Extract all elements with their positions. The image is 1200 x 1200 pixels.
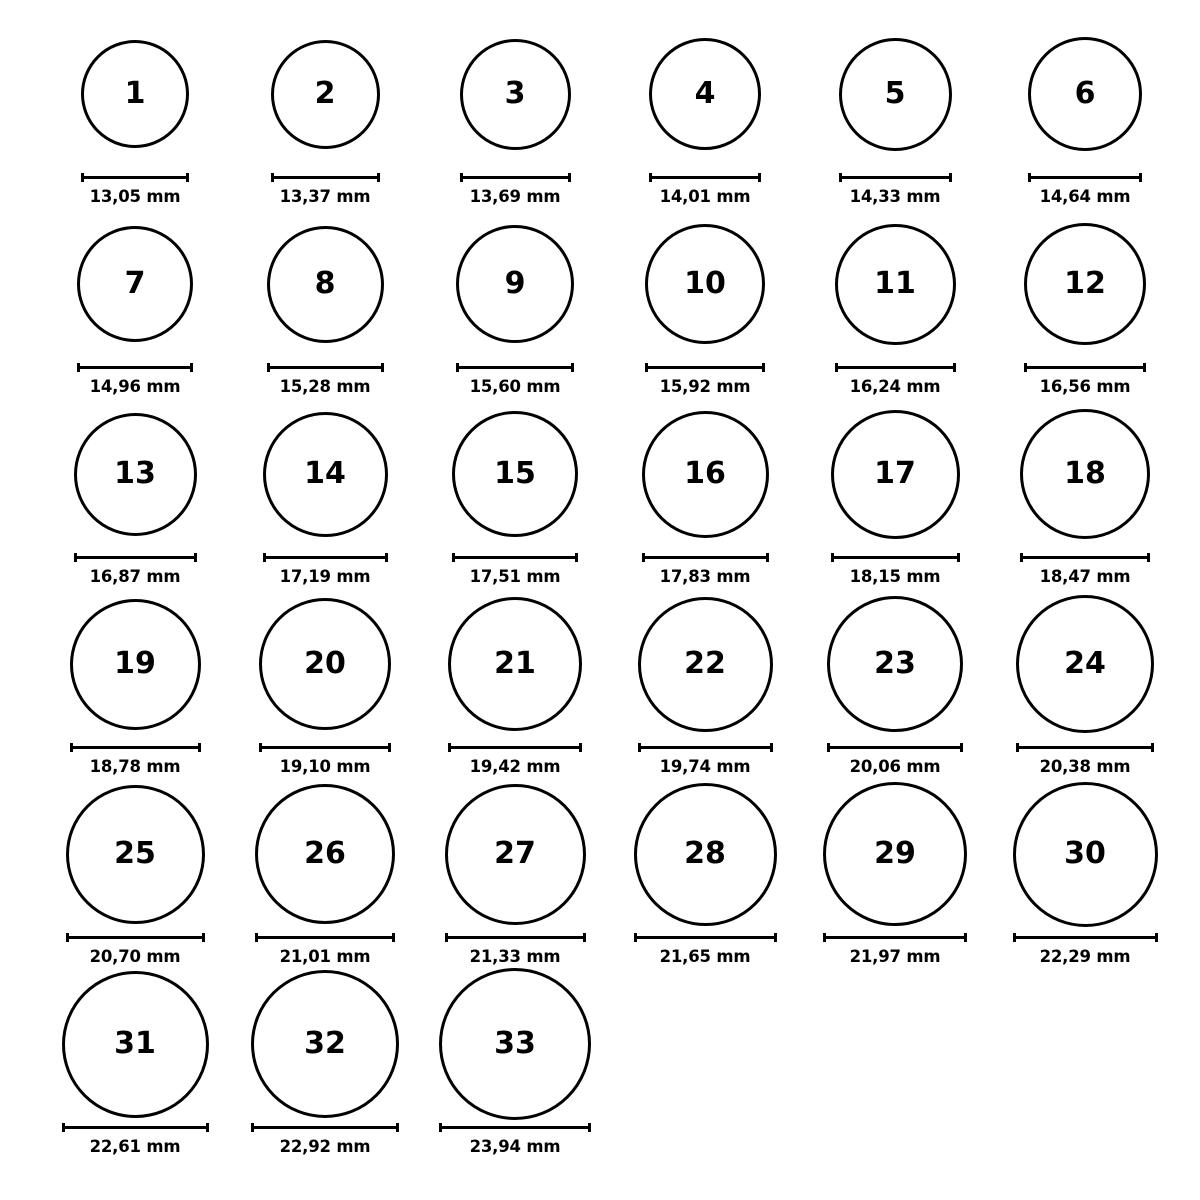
diameter-ruler (77, 362, 193, 372)
diameter-ruler (823, 932, 967, 942)
ruler-bar (255, 933, 395, 942)
ruler-bar (827, 743, 963, 752)
ring-circle (823, 782, 967, 926)
diameter-ruler (452, 552, 578, 562)
ruler-line (74, 556, 197, 559)
diameter-label: 17,83 mm (659, 567, 751, 586)
ring-circle (638, 597, 773, 732)
ring-circle-wrapper (831, 398, 960, 550)
ruler-bar (452, 553, 578, 562)
ruler-bar (638, 743, 773, 752)
diameter-ruler (634, 932, 777, 942)
ring-circle-wrapper (66, 778, 205, 930)
ring-size-number: 28 (684, 836, 726, 871)
ring-circle-wrapper (255, 778, 395, 930)
ring-circle-wrapper (263, 398, 388, 550)
ruler-bar (271, 173, 380, 182)
ring-size-cell (610, 18, 800, 208)
diameter-ruler (1024, 362, 1146, 372)
ring-size-grid (40, 18, 1160, 1158)
ring-size-cell (230, 778, 420, 968)
ruler-line (1024, 366, 1146, 369)
ring-size-cell (420, 778, 610, 968)
ring-circle-wrapper (460, 18, 571, 170)
ruler-line (452, 556, 578, 559)
ring-size-number: 12 (1064, 266, 1106, 301)
ring-circle (1016, 595, 1154, 733)
ruler-bar (66, 933, 205, 942)
ring-size-number: 22 (684, 646, 726, 681)
ring-size-number: 17 (874, 456, 916, 491)
ruler-bar (1020, 553, 1150, 562)
ring-circle-wrapper (827, 588, 963, 740)
ring-circle-wrapper (1013, 778, 1158, 930)
ring-circle (645, 224, 765, 344)
diameter-label: 13,69 mm (469, 187, 561, 206)
ruler-bar (823, 933, 967, 942)
ring-circle (1020, 409, 1150, 539)
diameter-ruler (1016, 742, 1154, 752)
ring-circle (62, 971, 209, 1118)
diameter-label: 15,92 mm (659, 377, 751, 396)
ruler-bar (1013, 933, 1158, 942)
ring-circle-wrapper (251, 968, 399, 1120)
diameter-ruler (439, 1122, 591, 1132)
ring-size-number: 26 (304, 836, 346, 871)
ring-circle (649, 38, 761, 150)
ruler-bar (460, 173, 571, 182)
ring-circle-wrapper (634, 778, 777, 930)
ring-circle (448, 597, 582, 731)
ruler-line (823, 936, 967, 939)
diameter-ruler (827, 742, 963, 752)
ring-circle-wrapper (452, 398, 578, 550)
ruler-line (267, 366, 384, 369)
ruler-bar (70, 743, 201, 752)
ring-circle-wrapper (1016, 588, 1154, 740)
ring-size-cell (40, 778, 230, 968)
ring-circle (1024, 223, 1146, 345)
diameter-ruler (1013, 932, 1158, 942)
ring-size-number: 6 (1074, 76, 1096, 111)
ring-size-cell (610, 398, 800, 588)
diameter-label: 21,97 mm (849, 947, 941, 966)
diameter-label: 21,01 mm (279, 947, 371, 966)
ring-circle (77, 226, 193, 342)
ring-circle (66, 785, 205, 924)
ring-size-number: 11 (874, 266, 916, 301)
ruler-line (638, 746, 773, 749)
ring-size-number: 2 (314, 76, 336, 111)
diameter-ruler (445, 932, 586, 942)
ring-circle-wrapper (649, 18, 761, 170)
diameter-ruler (70, 742, 201, 752)
diameter-label: 19,42 mm (469, 757, 561, 776)
ring-size-cell (40, 208, 230, 398)
ring-size-cell (420, 208, 610, 398)
diameter-ruler (267, 362, 384, 372)
ring-size-number: 31 (114, 1026, 156, 1061)
ring-circle-wrapper (823, 778, 967, 930)
ring-circle (439, 968, 591, 1120)
ring-circle-wrapper (1028, 18, 1142, 170)
ring-circle-wrapper (642, 398, 769, 550)
diameter-label: 15,28 mm (279, 377, 371, 396)
ruler-bar (267, 363, 384, 372)
ring-size-number: 18 (1064, 456, 1106, 491)
ruler-line (1020, 556, 1150, 559)
diameter-ruler (259, 742, 391, 752)
ring-circle (831, 410, 960, 539)
diameter-ruler (456, 362, 574, 372)
ruler-line (81, 176, 189, 179)
ring-circle (1013, 782, 1158, 927)
ring-size-number: 9 (504, 266, 526, 301)
ring-circle-wrapper (645, 208, 765, 360)
ring-circle (263, 412, 388, 537)
ring-circle-wrapper (267, 208, 384, 360)
diameter-ruler (263, 552, 388, 562)
ruler-line (642, 556, 769, 559)
ring-size-number: 27 (494, 836, 536, 871)
ruler-bar (439, 1123, 591, 1132)
diameter-label: 14,01 mm (659, 187, 751, 206)
ring-size-cell (420, 18, 610, 208)
ring-circle-wrapper (835, 208, 956, 360)
ring-circle-wrapper (81, 18, 189, 170)
ring-circle (1028, 37, 1142, 151)
diameter-ruler (81, 172, 189, 182)
ring-size-number: 7 (124, 266, 146, 301)
ruler-line (634, 936, 777, 939)
diameter-label: 14,33 mm (849, 187, 941, 206)
ruler-bar (259, 743, 391, 752)
diameter-label: 13,05 mm (89, 187, 181, 206)
ring-size-number: 14 (304, 456, 346, 491)
ring-size-number: 15 (494, 456, 536, 491)
ring-circle-wrapper (259, 588, 391, 740)
ring-circle-wrapper (638, 588, 773, 740)
ring-size-cell (800, 18, 990, 208)
ring-size-cell (990, 588, 1180, 778)
ring-circle (460, 39, 571, 150)
ring-size-number: 29 (874, 836, 916, 871)
ring-size-number: 13 (114, 456, 156, 491)
ruler-bar (62, 1123, 209, 1132)
ring-size-cell (40, 398, 230, 588)
ring-size-cell (800, 778, 990, 968)
ring-size-number: 33 (494, 1026, 536, 1061)
ring-size-cell (420, 968, 610, 1158)
ruler-bar (77, 363, 193, 372)
diameter-label: 18,78 mm (89, 757, 181, 776)
diameter-label: 15,60 mm (469, 377, 561, 396)
ruler-line (263, 556, 388, 559)
ruler-line (1028, 176, 1142, 179)
ring-size-number: 20 (304, 646, 346, 681)
ring-size-cell (610, 208, 800, 398)
ruler-line (1013, 936, 1158, 939)
ring-size-cell (230, 18, 420, 208)
diameter-label: 22,92 mm (279, 1137, 371, 1156)
ruler-bar (1016, 743, 1154, 752)
ruler-line (456, 366, 574, 369)
diameter-label: 18,15 mm (849, 567, 941, 586)
ring-size-cell (230, 208, 420, 398)
diameter-ruler (638, 742, 773, 752)
diameter-label: 17,51 mm (469, 567, 561, 586)
diameter-label: 16,87 mm (89, 567, 181, 586)
ruler-bar (251, 1123, 399, 1132)
ruler-bar (835, 363, 956, 372)
ring-circle-wrapper (445, 778, 586, 930)
ring-circle-wrapper (839, 18, 952, 170)
diameter-label: 22,29 mm (1039, 947, 1131, 966)
ring-size-cell (990, 18, 1180, 208)
ruler-bar (263, 553, 388, 562)
diameter-label: 22,61 mm (89, 1137, 181, 1156)
diameter-label: 19,10 mm (279, 757, 371, 776)
diameter-label: 19,74 mm (659, 757, 751, 776)
ring-size-cell (40, 18, 230, 208)
ring-size-number: 1 (124, 76, 146, 111)
ring-circle (70, 599, 201, 730)
ring-size-number: 8 (314, 266, 336, 301)
ruler-line (649, 176, 761, 179)
ruler-line (70, 746, 201, 749)
ruler-line (445, 936, 586, 939)
diameter-label: 21,33 mm (469, 947, 561, 966)
ring-size-cell (990, 398, 1180, 588)
diameter-label: 13,37 mm (279, 187, 371, 206)
diameter-ruler (645, 362, 765, 372)
ring-circle (642, 411, 769, 538)
ruler-line (62, 1126, 209, 1129)
ring-circle (634, 783, 777, 926)
diameter-label: 18,47 mm (1039, 567, 1131, 586)
diameter-label: 14,64 mm (1039, 187, 1131, 206)
ring-circle-wrapper (77, 208, 193, 360)
diameter-ruler (642, 552, 769, 562)
diameter-ruler (448, 742, 582, 752)
ring-size-number: 19 (114, 646, 156, 681)
ruler-bar (74, 553, 197, 562)
ruler-line (259, 746, 391, 749)
diameter-label: 20,06 mm (849, 757, 941, 776)
ring-size-number: 25 (114, 836, 156, 871)
ring-circle (445, 784, 586, 925)
diameter-label: 16,24 mm (849, 377, 941, 396)
ring-circle-wrapper (439, 968, 591, 1120)
ring-circle-wrapper (70, 588, 201, 740)
ruler-bar (642, 553, 769, 562)
ruler-line (255, 936, 395, 939)
ring-circle-wrapper (74, 398, 197, 550)
ring-size-cell (40, 968, 230, 1158)
ruler-line (835, 366, 956, 369)
ring-circle-wrapper (448, 588, 582, 740)
ruler-bar (634, 933, 777, 942)
ring-size-cell (610, 588, 800, 778)
diameter-label: 16,56 mm (1039, 377, 1131, 396)
diameter-ruler (460, 172, 571, 182)
diameter-ruler (74, 552, 197, 562)
ruler-bar (445, 933, 586, 942)
ruler-line (827, 746, 963, 749)
ring-circle (81, 40, 189, 148)
ruler-bar (81, 173, 189, 182)
ring-circle (267, 226, 384, 343)
ring-circle (839, 38, 952, 151)
diameter-ruler (831, 552, 960, 562)
ring-size-cell (800, 588, 990, 778)
ring-circle-wrapper (1020, 398, 1150, 550)
ruler-line (1016, 746, 1154, 749)
ruler-line (839, 176, 952, 179)
ring-size-cell (230, 588, 420, 778)
ruler-line (251, 1126, 399, 1129)
ring-size-number: 5 (884, 76, 906, 111)
diameter-ruler (1028, 172, 1142, 182)
ring-size-number: 30 (1064, 836, 1106, 871)
ruler-line (77, 366, 193, 369)
ring-size-number: 21 (494, 646, 536, 681)
ruler-line (645, 366, 765, 369)
ring-circle (251, 970, 399, 1118)
ring-size-cell (230, 398, 420, 588)
ruler-bar (839, 173, 952, 182)
ring-circle-wrapper (271, 18, 380, 170)
ruler-line (831, 556, 960, 559)
diameter-label: 20,70 mm (89, 947, 181, 966)
ruler-bar (1024, 363, 1146, 372)
ring-size-cell (610, 778, 800, 968)
diameter-ruler (1020, 552, 1150, 562)
ring-circle (74, 413, 197, 536)
ruler-line (66, 936, 205, 939)
ring-circle-wrapper (1024, 208, 1146, 360)
ring-size-number: 32 (304, 1026, 346, 1061)
ring-size-cell (800, 208, 990, 398)
ring-circle (835, 224, 956, 345)
ring-circle (271, 40, 380, 149)
diameter-ruler (66, 932, 205, 942)
diameter-ruler (255, 932, 395, 942)
ring-size-number: 4 (694, 76, 716, 111)
ring-size-cell (420, 588, 610, 778)
diameter-label: 20,38 mm (1039, 757, 1131, 776)
ring-size-number: 24 (1064, 646, 1106, 681)
ruler-line (460, 176, 571, 179)
diameter-label: 21,65 mm (659, 947, 751, 966)
ruler-bar (448, 743, 582, 752)
diameter-ruler (649, 172, 761, 182)
ring-size-number: 10 (684, 266, 726, 301)
ring-circle (456, 225, 574, 343)
ring-circle (827, 596, 963, 732)
ruler-bar (1028, 173, 1142, 182)
ring-circle (255, 784, 395, 924)
diameter-ruler (251, 1122, 399, 1132)
ring-size-cell (230, 968, 420, 1158)
diameter-label: 14,96 mm (89, 377, 181, 396)
ruler-line (271, 176, 380, 179)
ring-circle-wrapper (62, 968, 209, 1120)
diameter-ruler (62, 1122, 209, 1132)
ruler-bar (649, 173, 761, 182)
diameter-ruler (835, 362, 956, 372)
ring-circle (452, 411, 578, 537)
ruler-bar (645, 363, 765, 372)
diameter-ruler (271, 172, 380, 182)
ruler-bar (456, 363, 574, 372)
diameter-label: 17,19 mm (279, 567, 371, 586)
ring-size-cell (990, 208, 1180, 398)
ring-size-cell (990, 778, 1180, 968)
ring-size-number: 23 (874, 646, 916, 681)
ring-size-cell (420, 398, 610, 588)
ruler-line (439, 1126, 591, 1129)
ring-size-number: 16 (684, 456, 726, 491)
diameter-label: 23,94 mm (469, 1137, 561, 1156)
ring-circle (259, 598, 391, 730)
ring-circle-wrapper (456, 208, 574, 360)
ruler-line (448, 746, 582, 749)
ring-size-cell (800, 398, 990, 588)
ruler-bar (831, 553, 960, 562)
ring-size-cell (40, 588, 230, 778)
diameter-ruler (839, 172, 952, 182)
ring-size-number: 3 (504, 76, 526, 111)
